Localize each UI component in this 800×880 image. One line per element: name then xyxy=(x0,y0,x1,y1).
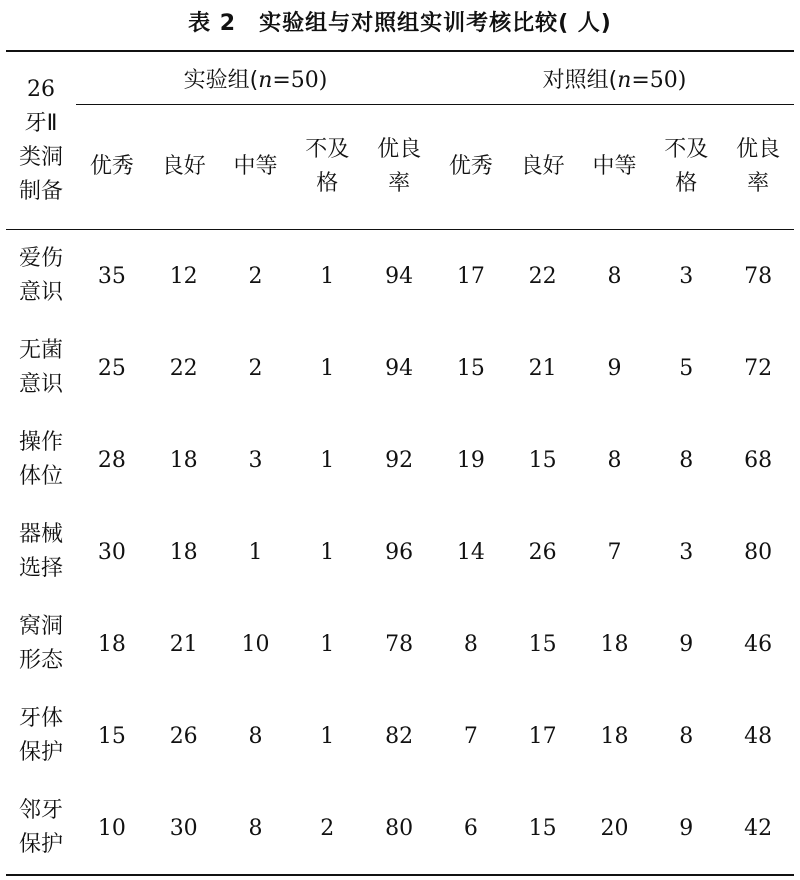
table-cell: 9 xyxy=(679,631,694,657)
column-header-line: 优秀 xyxy=(89,154,134,179)
column-header-line: 格 xyxy=(316,171,339,196)
comparison-table xyxy=(6,50,794,876)
table-cell: 21 xyxy=(169,631,198,657)
stub-header xyxy=(6,51,76,230)
table-cell: 68 xyxy=(744,447,773,473)
table-cell: 1 xyxy=(320,631,335,657)
table-cell: 8 xyxy=(248,815,263,841)
table-cell: 26 xyxy=(169,723,198,749)
column-header-line: 良好 xyxy=(161,154,206,179)
table-cell: 18 xyxy=(169,539,198,565)
row-label-line: 无菌 xyxy=(18,338,63,363)
row-label xyxy=(6,230,76,323)
column-header-line: 不及 xyxy=(664,137,709,162)
column-header-line: 格 xyxy=(675,171,698,196)
table-cell: 3 xyxy=(679,539,694,565)
row-label-line: 爱伤 xyxy=(18,246,63,271)
row-label-line: 器械 xyxy=(18,522,63,547)
table-cell: 1 xyxy=(320,447,335,473)
table-caption: 表 2 实验组与对照组实训考核比较( 人) xyxy=(188,11,612,36)
table-cell: 14 xyxy=(456,539,485,565)
group-header-experimental: 实验组(n=50) xyxy=(76,51,435,105)
table-cell: 94 xyxy=(385,355,414,381)
table-cell: 26 xyxy=(528,539,557,565)
table-cell: 8 xyxy=(679,723,694,749)
table-cell: 7 xyxy=(607,539,622,565)
table-cell: 8 xyxy=(463,631,478,657)
table-cell: 17 xyxy=(456,263,485,289)
column-header xyxy=(650,105,722,230)
row-label xyxy=(6,598,76,690)
row-label-line: 操作 xyxy=(18,430,63,455)
table-cell: 25 xyxy=(97,355,126,381)
table-cell: 2 xyxy=(320,815,335,841)
table-cell: 94 xyxy=(385,263,414,289)
table-cell: 30 xyxy=(169,815,198,841)
column-header xyxy=(76,105,148,230)
table-cell: 1 xyxy=(320,723,335,749)
table-cell: 72 xyxy=(744,355,773,381)
table-row xyxy=(6,690,794,782)
table-cell: 8 xyxy=(248,723,263,749)
table-cell: 8 xyxy=(607,263,622,289)
table-cell: 15 xyxy=(97,723,126,749)
table-cell: 19 xyxy=(456,447,485,473)
column-header xyxy=(291,105,363,230)
table-cell: 7 xyxy=(463,723,478,749)
table-cell: 92 xyxy=(385,447,414,473)
table-cell: 78 xyxy=(385,631,414,657)
table-cell: 20 xyxy=(600,815,629,841)
table-cell: 2 xyxy=(248,355,263,381)
table-cell: 10 xyxy=(97,815,126,841)
row-label xyxy=(6,782,76,875)
table-cell: 42 xyxy=(744,815,773,841)
table-row xyxy=(6,322,794,414)
row-label xyxy=(6,690,76,782)
table-cell: 15 xyxy=(528,815,557,841)
table-row xyxy=(6,230,794,323)
column-header-line: 优秀 xyxy=(448,154,493,179)
row-label-line: 形态 xyxy=(18,648,63,673)
table-cell: 21 xyxy=(528,355,557,381)
column-header-line: 中等 xyxy=(233,154,278,179)
row-label-line: 保护 xyxy=(18,832,63,857)
table-cell: 18 xyxy=(169,447,198,473)
table-cell: 9 xyxy=(679,815,694,841)
stub-header-line: 牙Ⅱ xyxy=(24,110,58,136)
table-cell: 9 xyxy=(607,355,622,381)
column-header xyxy=(220,105,292,230)
table-row xyxy=(6,598,794,690)
table-cell: 1 xyxy=(320,263,335,289)
row-label-line: 体位 xyxy=(18,464,63,489)
stub-header-line: 26 xyxy=(27,76,55,102)
column-header-line: 率 xyxy=(747,171,770,196)
stub-header-line: 类洞 xyxy=(18,144,63,170)
table-cell: 96 xyxy=(385,539,414,565)
table-cell: 10 xyxy=(241,631,270,657)
column-header-line: 率 xyxy=(388,171,411,196)
table-cell: 17 xyxy=(528,723,557,749)
table-cell: 3 xyxy=(248,447,263,473)
table-cell: 8 xyxy=(679,447,694,473)
column-header-line: 良好 xyxy=(520,154,565,179)
table-cell: 46 xyxy=(744,631,773,657)
table-cell: 15 xyxy=(456,355,485,381)
row-label-line: 选择 xyxy=(18,556,63,581)
table-cell: 15 xyxy=(528,631,557,657)
table-cell: 48 xyxy=(744,723,773,749)
table-cell: 5 xyxy=(679,355,694,381)
row-label xyxy=(6,322,76,414)
row-label xyxy=(6,414,76,506)
table-cell: 82 xyxy=(385,723,414,749)
column-header xyxy=(148,105,220,230)
row-label-line: 牙体 xyxy=(18,706,63,731)
table-cell: 1 xyxy=(248,539,263,565)
table-cell: 22 xyxy=(528,263,557,289)
row-label-line: 意识 xyxy=(18,372,63,397)
table-row xyxy=(6,414,794,506)
table-cell: 18 xyxy=(600,631,629,657)
row-label-line: 窝洞 xyxy=(18,614,63,639)
column-header xyxy=(722,105,794,230)
table-cell: 18 xyxy=(600,723,629,749)
group-header-control: 对照组(n=50) xyxy=(435,51,794,105)
table-cell: 6 xyxy=(463,815,478,841)
table-cell: 12 xyxy=(169,263,198,289)
column-header xyxy=(507,105,579,230)
table-cell: 2 xyxy=(248,263,263,289)
column-header xyxy=(435,105,507,230)
table-cell: 35 xyxy=(97,263,126,289)
table-cell: 80 xyxy=(385,815,414,841)
column-header-line: 中等 xyxy=(592,154,637,179)
column-header-line: 优良 xyxy=(736,137,781,162)
table-cell: 3 xyxy=(679,263,694,289)
table-cell: 22 xyxy=(169,355,198,381)
table-cell: 78 xyxy=(744,263,773,289)
table-cell: 8 xyxy=(607,447,622,473)
column-header xyxy=(363,105,435,230)
table-row xyxy=(6,782,794,875)
row-label-line: 保护 xyxy=(18,740,63,765)
row-label xyxy=(6,506,76,598)
table-cell: 28 xyxy=(97,447,126,473)
table-cell: 18 xyxy=(97,631,126,657)
table-cell: 1 xyxy=(320,539,335,565)
table-row xyxy=(6,506,794,598)
stub-header-line: 制备 xyxy=(18,178,63,204)
table-cell: 1 xyxy=(320,355,335,381)
table-cell: 30 xyxy=(97,539,126,565)
row-label-line: 意识 xyxy=(18,280,63,305)
column-header xyxy=(579,105,651,230)
column-header-line: 不及 xyxy=(305,137,350,162)
table-cell: 80 xyxy=(744,539,773,565)
table-cell: 15 xyxy=(528,447,557,473)
column-header-line: 优良 xyxy=(377,137,422,162)
row-label-line: 邻牙 xyxy=(18,798,63,823)
